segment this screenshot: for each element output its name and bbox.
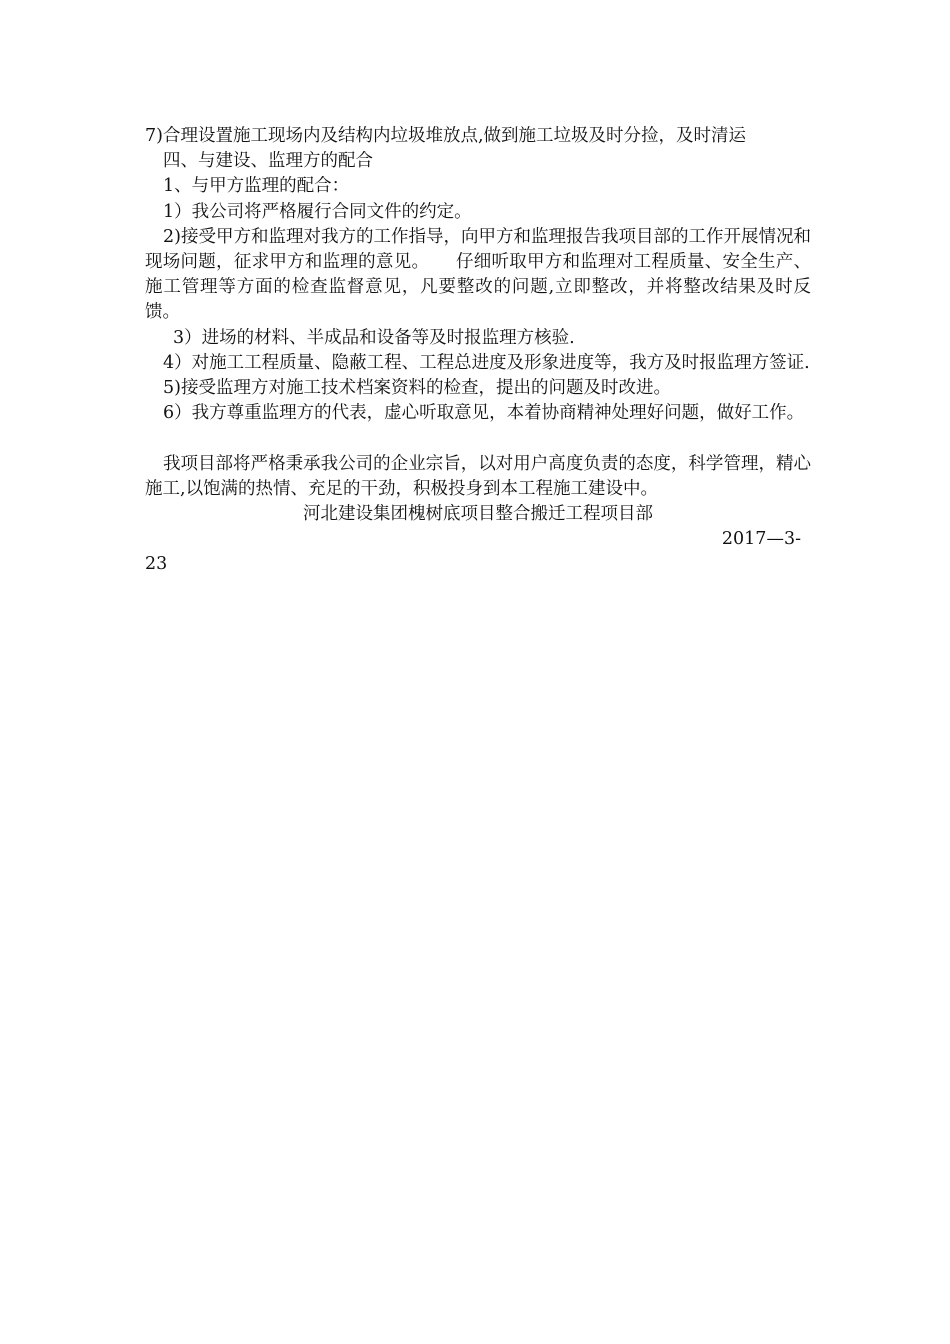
list-item-3: 3）进场的材料、半成品和设备等及时报监理方核验. [173, 327, 575, 348]
signature-date-line-2: 23 [145, 554, 168, 575]
closing-paragraph: 我项目部将严格秉承我公司的企业宗旨，以对用户高度负责的态度，科学管理，精心施工,以饱满的热情、充足的干劲，积极投身到本工程施工建设中。 [145, 453, 811, 499]
paragraph-item-7: 7)合理设置施工现场内及结构内垃圾堆放点,做到施工垃圾及时分捡，及时清运 [145, 126, 747, 146]
signature-date-line-1: 2017—3- [721, 529, 801, 550]
list-item-2: 2)接受甲方和监理对我方的工作指导，向甲方和监理报告我项目部的工作开展情况和现场问题，征求甲方和监理的意见。 仔细听取甲方和监理对工程质量、安全生产、施工管理等方面的检查监督意见，凡要整改的问题,立即整改，并将整改结果及时反馈。 [145, 226, 811, 323]
list-item-4: 4）对施工工程质量、隐蔽工程、工程总进度及形象进度等，我方及时报监理方签证. [163, 352, 810, 373]
document-body [145, 124, 811, 578]
signature-organization: 河北建设集团槐树底项目整合搬迁工程项目部 [303, 504, 653, 525]
section-heading-4: 四、与建设、监理方的配合 [163, 151, 373, 172]
list-item-6: 6）我方尊重监理方的代表，虚心听取意见，本着协商精神处理好问题，做好工作。 [163, 403, 805, 424]
blank-line [145, 426, 811, 451]
list-item-1: 1）我公司将严格履行合同文件的约定。 [163, 201, 472, 222]
subsection-heading-1: 1、与甲方监理的配合： [163, 176, 350, 197]
list-item-5: 5)接受监理方对施工技术档案资料的检查，提出的问题及时改进。 [163, 378, 671, 399]
